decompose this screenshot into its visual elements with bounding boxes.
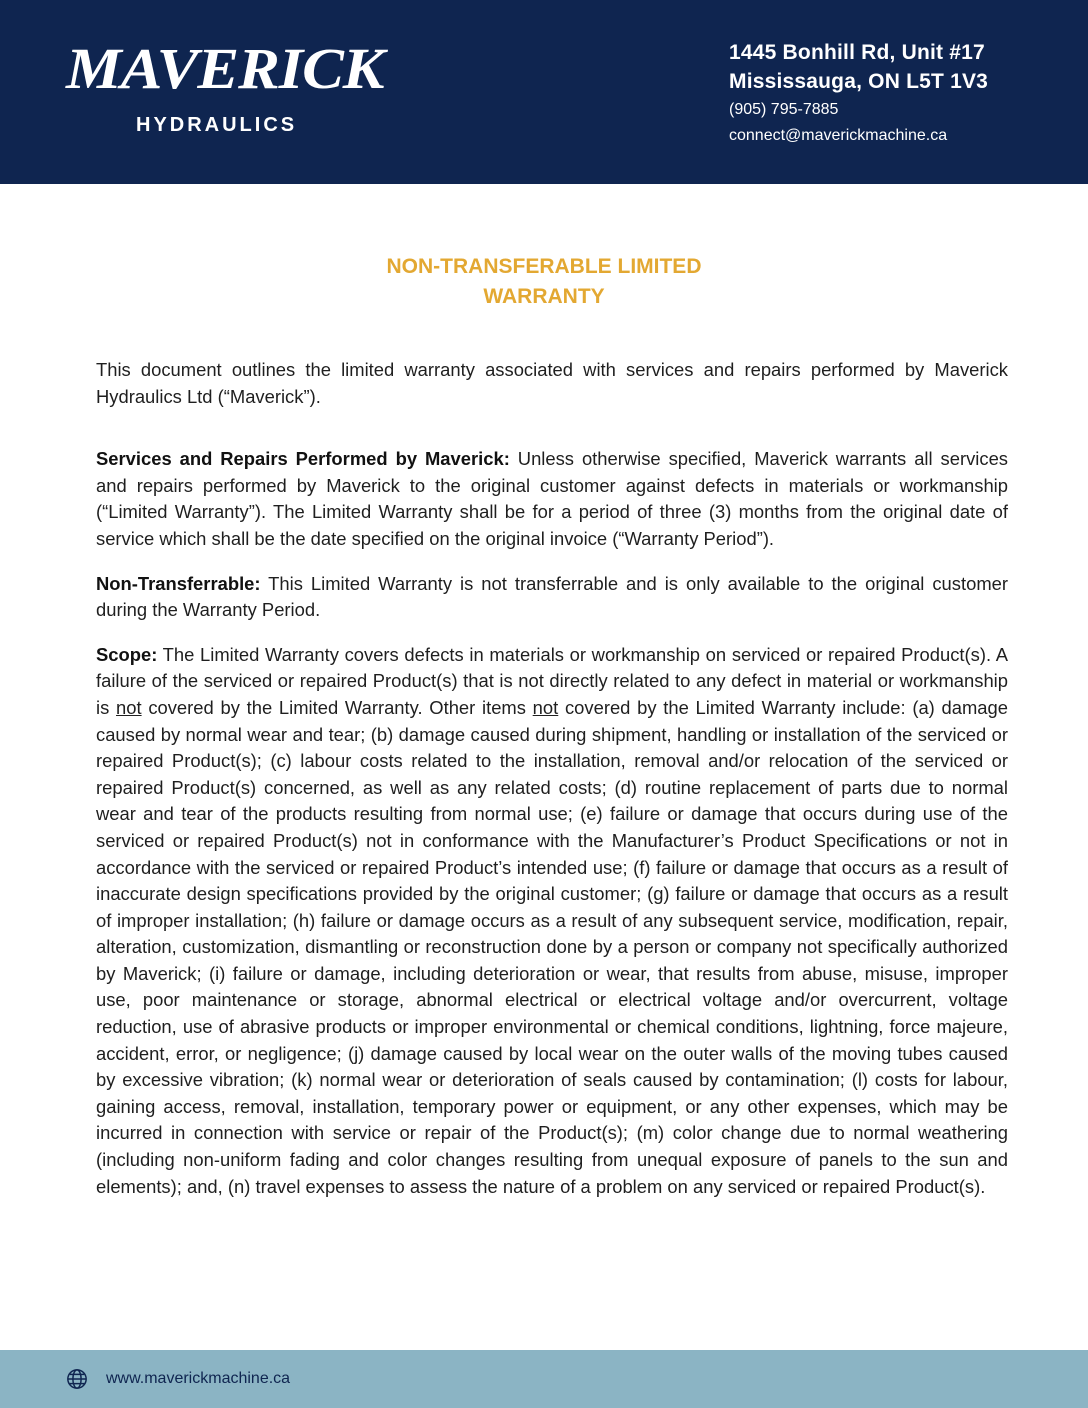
scope-not-1: not — [116, 696, 142, 718]
title-line-2: WARRANTY — [483, 285, 605, 308]
non-transferrable-heading: Non-Transferrable: — [96, 572, 261, 594]
scope-paragraph — [96, 642, 1008, 1200]
document-body — [96, 357, 1008, 1218]
company-logo-subtitle: HYDRAULICS — [136, 114, 298, 136]
scope-text-b: covered by the Limited Warranty. Other items — [141, 696, 533, 718]
title-line-1: NON-TRANSFERABLE LIMITED — [386, 255, 702, 278]
services-paragraph — [96, 446, 1008, 552]
phone-number: (905) 795-7885 — [729, 101, 839, 118]
non-transferrable-text: This Limited Warranty is not transferrable and is only available to the original customer during the Warranty Period. — [96, 572, 1008, 621]
footer-bar — [0, 1350, 1088, 1408]
scope-text-c: covered by the Limited Warranty include: (a) damage caused by normal wear and tear; (b) damage caused during shipment, handling or installation of the serviced or repaired Product(s); (c) labour costs related to the installation, removal and/or relocation of the serviced or repaired Product(s) concerned, as well as any related costs; (d) routine replacement of parts due to normal wear and tear of the products resulting from normal use; (e) failure or damage that occurs during use of the serviced or repaired Product(s) not in conformance with the Manufacturer’s Product Specifications or not in accordance with the serviced or repaired Product’s intended use; (f) failure or damage that occurs as a result of inaccurate design specifications provided by the original customer; (g) failure or damage that occurs as a result of improper installation; (h) failure or damage occurs as a result of any subsequent service, modification, repair, alteration, customization, dismantling or reconstruction done by a person or company not specifically authorized by Maverick; (i) failure or damage, including deterioration or wear, that results from abuse, misuse, improper use, poor maintenance or storage, abnormal electrical or electrical voltage and/or overcurrent, voltage reduction, use of abrasive products or improper environmental or chemical conditions, lightning, force majeure, accident, error, or negligence; (j) damage caused by local wear on the outer walls of the moving tubes caused by excessive vibration; (k) normal wear or deterioration of seals caused by contamination; (l) costs for labour, gaining access, removal, installation, temporary power or equipment, or any other expenses, which may be incurred in connection with service or repair of the Product(s); (m) color change due to normal weathering (including non-uniform fading and color changes resulting from unequal exposure of panels to the sun and elements); and, (n) travel expenses to assess the nature of a problem on any serviced or repaired Product(s). — [96, 696, 1008, 1197]
scope-text-a: The Limited Warranty covers defects in materials or workmanship on serviced or repaired Product(s). A failure of the serviced or repaired Product(s) that is not directly related to any defect in material or workmanship is — [96, 643, 1008, 718]
services-heading: Services and Repairs Performed by Maverick: — [96, 448, 510, 470]
intro-paragraph: This document outlines the limited warranty associated with services and repairs performed by Maverick Hydraulics Ltd (“Maverick”). — [96, 359, 1008, 407]
scope-not-2: not — [532, 696, 559, 718]
scope-heading: Scope: — [96, 643, 158, 665]
address-line-2: Mississauga, ON L5T 1V3 — [729, 70, 989, 93]
globe-icon — [66, 1368, 88, 1390]
email-address: connect@maverickmachine.ca — [729, 127, 948, 144]
letterhead — [0, 0, 1088, 184]
website-link[interactable]: www.maverickmachine.ca — [106, 1370, 291, 1387]
company-logo: MAVERICK — [66, 36, 384, 101]
address-line-1: 1445 Bonhill Rd, Unit #17 — [729, 41, 985, 64]
non-transferrable-paragraph — [96, 571, 1008, 624]
document-title — [0, 252, 1088, 312]
services-text: Unless otherwise specified, Maverick warrants all services and repairs performed by Maverick to the original customer against defects in materials or workmanship (“Limited Warranty”). The Limited Warranty shall be for a period of three (3) months from the original date of service which shall be the date specified on the original invoice (“Warranty Period”). — [96, 448, 1008, 549]
